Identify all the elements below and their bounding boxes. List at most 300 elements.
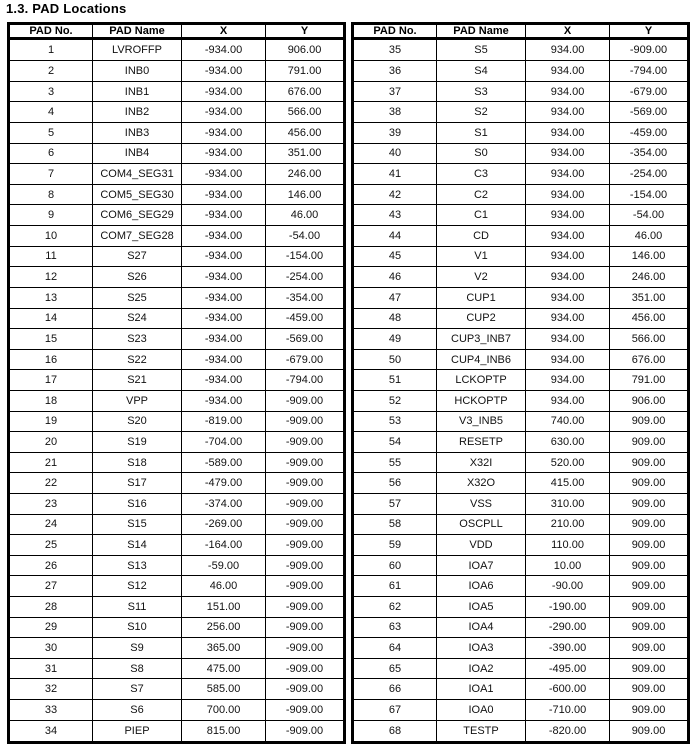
y-cell: -54.00: [610, 205, 689, 226]
pad-no-cell: 10: [9, 226, 93, 247]
x-cell: 210.00: [526, 514, 610, 535]
pad-name-cell: OSCPLL: [437, 514, 526, 535]
pad-name-cell: S4: [437, 61, 526, 82]
x-cell: -710.00: [526, 700, 610, 721]
pad-name-cell: COM5_SEG30: [93, 184, 182, 205]
column-header-pad-no: PAD No.: [353, 24, 437, 39]
x-cell: -934.00: [182, 370, 266, 391]
y-cell: 909.00: [610, 700, 689, 721]
table-row: [353, 576, 689, 597]
table-row: [353, 267, 689, 288]
y-cell: -569.00: [266, 329, 345, 350]
pad-no-cell: 39: [353, 123, 437, 144]
pad-name-cell: S10: [93, 617, 182, 638]
table-row: [353, 411, 689, 432]
x-cell: -934.00: [182, 390, 266, 411]
column-header-pad-no: PAD No.: [9, 24, 93, 39]
pad-table-right-body: [353, 39, 689, 743]
table-row: [9, 679, 345, 700]
x-cell: -934.00: [182, 164, 266, 185]
y-cell: 351.00: [610, 287, 689, 308]
pad-no-cell: 62: [353, 597, 437, 618]
pad-name-cell: V3_INB5: [437, 411, 526, 432]
y-cell: 566.00: [610, 329, 689, 350]
pad-table-right: [351, 22, 690, 744]
pad-no-cell: 60: [353, 555, 437, 576]
pad-no-cell: 36: [353, 61, 437, 82]
pad-no-cell: 32: [9, 679, 93, 700]
table-row: [9, 535, 345, 556]
x-cell: 934.00: [526, 370, 610, 391]
pad-name-cell: HCKOPTP: [437, 390, 526, 411]
pad-no-cell: 8: [9, 184, 93, 205]
pad-name-cell: IOA0: [437, 700, 526, 721]
y-cell: 906.00: [266, 39, 345, 61]
pad-name-cell: S9: [93, 638, 182, 659]
pad-no-cell: 52: [353, 390, 437, 411]
pad-table-left: [7, 22, 346, 744]
pad-name-cell: S2: [437, 102, 526, 123]
table-row: [9, 555, 345, 576]
pad-no-cell: 63: [353, 617, 437, 638]
x-cell: 934.00: [526, 184, 610, 205]
pad-no-cell: 1: [9, 39, 93, 61]
pad-no-cell: 5: [9, 123, 93, 144]
x-cell: -495.00: [526, 658, 610, 679]
y-cell: 909.00: [610, 473, 689, 494]
pad-name-cell: C1: [437, 205, 526, 226]
x-cell: -934.00: [182, 349, 266, 370]
table-row: [353, 658, 689, 679]
x-cell: -290.00: [526, 617, 610, 638]
table-row: [353, 81, 689, 102]
pad-no-cell: 22: [9, 473, 93, 494]
table-row: [353, 329, 689, 350]
pad-name-cell: INB3: [93, 123, 182, 144]
pad-no-cell: 30: [9, 638, 93, 659]
pad-no-cell: 24: [9, 514, 93, 535]
x-cell: 934.00: [526, 349, 610, 370]
table-row: [9, 123, 345, 144]
column-header-y: Y: [610, 24, 689, 39]
pad-no-cell: 53: [353, 411, 437, 432]
pad-no-cell: 61: [353, 576, 437, 597]
pad-name-cell: RESETP: [437, 432, 526, 453]
y-cell: 909.00: [610, 576, 689, 597]
x-cell: 256.00: [182, 617, 266, 638]
table-row: [9, 597, 345, 618]
table-row: [9, 287, 345, 308]
x-cell: 934.00: [526, 164, 610, 185]
y-cell: 906.00: [610, 390, 689, 411]
x-cell: 934.00: [526, 287, 610, 308]
x-cell: -934.00: [182, 226, 266, 247]
x-cell: 934.00: [526, 123, 610, 144]
pad-no-cell: 59: [353, 535, 437, 556]
x-cell: 815.00: [182, 720, 266, 742]
x-cell: -819.00: [182, 411, 266, 432]
y-cell: 909.00: [610, 514, 689, 535]
pad-no-cell: 68: [353, 720, 437, 742]
table-row: [9, 246, 345, 267]
pad-name-cell: S13: [93, 555, 182, 576]
pad-no-cell: 35: [353, 39, 437, 61]
y-cell: -909.00: [266, 452, 345, 473]
x-cell: -479.00: [182, 473, 266, 494]
x-cell: -934.00: [182, 267, 266, 288]
y-cell: -909.00: [266, 700, 345, 721]
pad-name-cell: VPP: [93, 390, 182, 411]
table-row: [9, 638, 345, 659]
pad-name-cell: IOA4: [437, 617, 526, 638]
pad-name-cell: IOA2: [437, 658, 526, 679]
pad-name-cell: S1: [437, 123, 526, 144]
pad-no-cell: 50: [353, 349, 437, 370]
pad-name-cell: S25: [93, 287, 182, 308]
pad-no-cell: 40: [353, 143, 437, 164]
table-row: [353, 287, 689, 308]
x-cell: 10.00: [526, 555, 610, 576]
pad-no-cell: 34: [9, 720, 93, 742]
column-header-x: X: [526, 24, 610, 39]
y-cell: -909.00: [266, 597, 345, 618]
y-cell: -909.00: [266, 555, 345, 576]
y-cell: 909.00: [610, 638, 689, 659]
pad-no-cell: 26: [9, 555, 93, 576]
x-cell: 740.00: [526, 411, 610, 432]
x-cell: 934.00: [526, 102, 610, 123]
table-row: [9, 720, 345, 742]
x-cell: -164.00: [182, 535, 266, 556]
table-row: [353, 452, 689, 473]
pad-no-cell: 6: [9, 143, 93, 164]
table-row: [353, 184, 689, 205]
header-row: [353, 24, 689, 39]
x-cell: 934.00: [526, 246, 610, 267]
y-cell: 909.00: [610, 658, 689, 679]
pad-no-cell: 31: [9, 658, 93, 679]
pad-name-cell: S26: [93, 267, 182, 288]
table-row: [9, 81, 345, 102]
y-cell: 909.00: [610, 452, 689, 473]
pad-no-cell: 42: [353, 184, 437, 205]
pad-no-cell: 46: [353, 267, 437, 288]
column-header-pad-name: PAD Name: [437, 24, 526, 39]
y-cell: 351.00: [266, 143, 345, 164]
pad-name-cell: CUP2: [437, 308, 526, 329]
y-cell: -794.00: [266, 370, 345, 391]
x-cell: -269.00: [182, 514, 266, 535]
y-cell: -794.00: [610, 61, 689, 82]
table-row: [9, 329, 345, 350]
y-cell: -909.00: [266, 617, 345, 638]
x-cell: 934.00: [526, 267, 610, 288]
pad-name-cell: S11: [93, 597, 182, 618]
pad-name-cell: IOA5: [437, 597, 526, 618]
table-row: [9, 617, 345, 638]
pad-name-cell: S27: [93, 246, 182, 267]
pad-no-cell: 25: [9, 535, 93, 556]
table-row: [353, 700, 689, 721]
pad-name-cell: IOA6: [437, 576, 526, 597]
pad-no-cell: 45: [353, 246, 437, 267]
table-row: [353, 205, 689, 226]
table-row: [9, 452, 345, 473]
pad-no-cell: 27: [9, 576, 93, 597]
pad-no-cell: 15: [9, 329, 93, 350]
column-header-y: Y: [266, 24, 345, 39]
pad-name-cell: C3: [437, 164, 526, 185]
y-cell: 791.00: [610, 370, 689, 391]
column-header-x: X: [182, 24, 266, 39]
x-cell: 110.00: [526, 535, 610, 556]
table-row: [353, 493, 689, 514]
table-row: [9, 390, 345, 411]
x-cell: -600.00: [526, 679, 610, 700]
x-cell: 520.00: [526, 452, 610, 473]
y-cell: 909.00: [610, 617, 689, 638]
pad-name-cell: TESTP: [437, 720, 526, 742]
table-row: [353, 679, 689, 700]
pad-name-cell: LVROFFP: [93, 39, 182, 61]
y-cell: -679.00: [266, 349, 345, 370]
pad-name-cell: COM4_SEG31: [93, 164, 182, 185]
pad-name-cell: INB2: [93, 102, 182, 123]
pad-name-cell: S0: [437, 143, 526, 164]
y-cell: -154.00: [266, 246, 345, 267]
x-cell: 151.00: [182, 597, 266, 618]
pad-name-cell: S6: [93, 700, 182, 721]
pad-name-cell: VSS: [437, 493, 526, 514]
x-cell: -59.00: [182, 555, 266, 576]
pad-name-cell: S23: [93, 329, 182, 350]
x-cell: -704.00: [182, 432, 266, 453]
y-cell: 909.00: [610, 679, 689, 700]
y-cell: 909.00: [610, 493, 689, 514]
y-cell: -679.00: [610, 81, 689, 102]
x-cell: 934.00: [526, 308, 610, 329]
pad-no-cell: 54: [353, 432, 437, 453]
table-row: [353, 617, 689, 638]
table-row: [353, 638, 689, 659]
pad-name-cell: S22: [93, 349, 182, 370]
pad-name-cell: IOA3: [437, 638, 526, 659]
pad-name-cell: COM6_SEG29: [93, 205, 182, 226]
pad-name-cell: C2: [437, 184, 526, 205]
x-cell: 46.00: [182, 576, 266, 597]
pad-name-cell: COM7_SEG28: [93, 226, 182, 247]
y-cell: 909.00: [610, 535, 689, 556]
pad-no-cell: 9: [9, 205, 93, 226]
y-cell: -459.00: [266, 308, 345, 329]
x-cell: 700.00: [182, 700, 266, 721]
pad-table-left-body: [9, 39, 345, 743]
x-cell: 475.00: [182, 658, 266, 679]
table-row: [9, 164, 345, 185]
pad-name-cell: S21: [93, 370, 182, 391]
pad-no-cell: 47: [353, 287, 437, 308]
pad-no-cell: 43: [353, 205, 437, 226]
y-cell: -909.00: [266, 473, 345, 494]
y-cell: -154.00: [610, 184, 689, 205]
x-cell: 310.00: [526, 493, 610, 514]
x-cell: -820.00: [526, 720, 610, 742]
table-row: [353, 432, 689, 453]
table-row: [9, 184, 345, 205]
pad-no-cell: 16: [9, 349, 93, 370]
pad-no-cell: 17: [9, 370, 93, 391]
pad-name-cell: X32O: [437, 473, 526, 494]
table-row: [9, 473, 345, 494]
pad-no-cell: 18: [9, 390, 93, 411]
x-cell: 585.00: [182, 679, 266, 700]
y-cell: 146.00: [266, 184, 345, 205]
x-cell: -934.00: [182, 205, 266, 226]
pad-name-cell: S7: [93, 679, 182, 700]
x-cell: -934.00: [182, 123, 266, 144]
x-cell: -934.00: [182, 61, 266, 82]
table-row: [353, 720, 689, 742]
pad-name-cell: S5: [437, 39, 526, 61]
table-row: [353, 370, 689, 391]
column-header-pad-name: PAD Name: [93, 24, 182, 39]
pad-no-cell: 14: [9, 308, 93, 329]
pad-name-cell: IOA7: [437, 555, 526, 576]
pad-name-cell: VDD: [437, 535, 526, 556]
y-cell: -569.00: [610, 102, 689, 123]
table-row: [9, 39, 345, 61]
table-row: [353, 61, 689, 82]
pad-no-cell: 64: [353, 638, 437, 659]
pad-no-cell: 21: [9, 452, 93, 473]
y-cell: 909.00: [610, 597, 689, 618]
table-row: [353, 164, 689, 185]
x-cell: -589.00: [182, 452, 266, 473]
pad-no-cell: 12: [9, 267, 93, 288]
pad-no-cell: 11: [9, 246, 93, 267]
y-cell: 46.00: [610, 226, 689, 247]
x-cell: 415.00: [526, 473, 610, 494]
x-cell: -934.00: [182, 246, 266, 267]
pad-name-cell: S16: [93, 493, 182, 514]
x-cell: 934.00: [526, 329, 610, 350]
pad-name-cell: CD: [437, 226, 526, 247]
pad-no-cell: 57: [353, 493, 437, 514]
y-cell: -909.00: [266, 411, 345, 432]
x-cell: -934.00: [182, 184, 266, 205]
x-cell: -390.00: [526, 638, 610, 659]
pad-name-cell: S14: [93, 535, 182, 556]
table-row: [9, 411, 345, 432]
pad-name-cell: S8: [93, 658, 182, 679]
x-cell: 934.00: [526, 39, 610, 61]
x-cell: -934.00: [182, 329, 266, 350]
table-row: [9, 700, 345, 721]
pad-no-cell: 65: [353, 658, 437, 679]
y-cell: -254.00: [266, 267, 345, 288]
y-cell: 456.00: [266, 123, 345, 144]
x-cell: -934.00: [182, 287, 266, 308]
y-cell: -909.00: [266, 638, 345, 659]
x-cell: 934.00: [526, 61, 610, 82]
pad-name-cell: IOA1: [437, 679, 526, 700]
pad-no-cell: 51: [353, 370, 437, 391]
pad-no-cell: 29: [9, 617, 93, 638]
y-cell: 456.00: [610, 308, 689, 329]
pad-no-cell: 3: [9, 81, 93, 102]
pad-no-cell: 56: [353, 473, 437, 494]
pad-no-cell: 66: [353, 679, 437, 700]
y-cell: -909.00: [266, 658, 345, 679]
table-row: [9, 576, 345, 597]
pad-name-cell: INB0: [93, 61, 182, 82]
section-title: 1.3. PAD Locations: [6, 1, 127, 16]
table-row: [9, 370, 345, 391]
pad-no-cell: 20: [9, 432, 93, 453]
pad-no-cell: 55: [353, 452, 437, 473]
table-row: [353, 123, 689, 144]
pad-location-tables: [7, 22, 690, 744]
y-cell: -909.00: [266, 390, 345, 411]
pad-name-cell: S12: [93, 576, 182, 597]
pad-name-cell: LCKOPTP: [437, 370, 526, 391]
y-cell: -54.00: [266, 226, 345, 247]
x-cell: -934.00: [182, 81, 266, 102]
x-cell: 934.00: [526, 143, 610, 164]
pad-name-cell: S19: [93, 432, 182, 453]
pad-name-cell: CUP3_INB7: [437, 329, 526, 350]
table-row: [9, 205, 345, 226]
pad-no-cell: 58: [353, 514, 437, 535]
pad-no-cell: 13: [9, 287, 93, 308]
table-row: [353, 473, 689, 494]
pad-name-cell: S20: [93, 411, 182, 432]
y-cell: -254.00: [610, 164, 689, 185]
y-cell: 246.00: [266, 164, 345, 185]
table-row: [9, 658, 345, 679]
x-cell: 365.00: [182, 638, 266, 659]
table-row: [9, 267, 345, 288]
pad-no-cell: 38: [353, 102, 437, 123]
table-row: [353, 535, 689, 556]
y-cell: 791.00: [266, 61, 345, 82]
pad-no-cell: 49: [353, 329, 437, 350]
y-cell: 909.00: [610, 720, 689, 742]
x-cell: -190.00: [526, 597, 610, 618]
x-cell: -934.00: [182, 308, 266, 329]
table-row: [353, 308, 689, 329]
table-row: [9, 61, 345, 82]
header-row: [9, 24, 345, 39]
y-cell: 909.00: [610, 432, 689, 453]
pad-no-cell: 33: [9, 700, 93, 721]
pad-no-cell: 4: [9, 102, 93, 123]
pad-name-cell: S17: [93, 473, 182, 494]
pad-name-cell: S18: [93, 452, 182, 473]
pad-name-cell: INB4: [93, 143, 182, 164]
pad-no-cell: 37: [353, 81, 437, 102]
table-row: [9, 493, 345, 514]
table-row: [9, 102, 345, 123]
table-row: [353, 514, 689, 535]
y-cell: 676.00: [266, 81, 345, 102]
pad-no-cell: 48: [353, 308, 437, 329]
x-cell: -934.00: [182, 143, 266, 164]
x-cell: 934.00: [526, 390, 610, 411]
table-row: [9, 432, 345, 453]
pad-name-cell: INB1: [93, 81, 182, 102]
x-cell: -934.00: [182, 102, 266, 123]
